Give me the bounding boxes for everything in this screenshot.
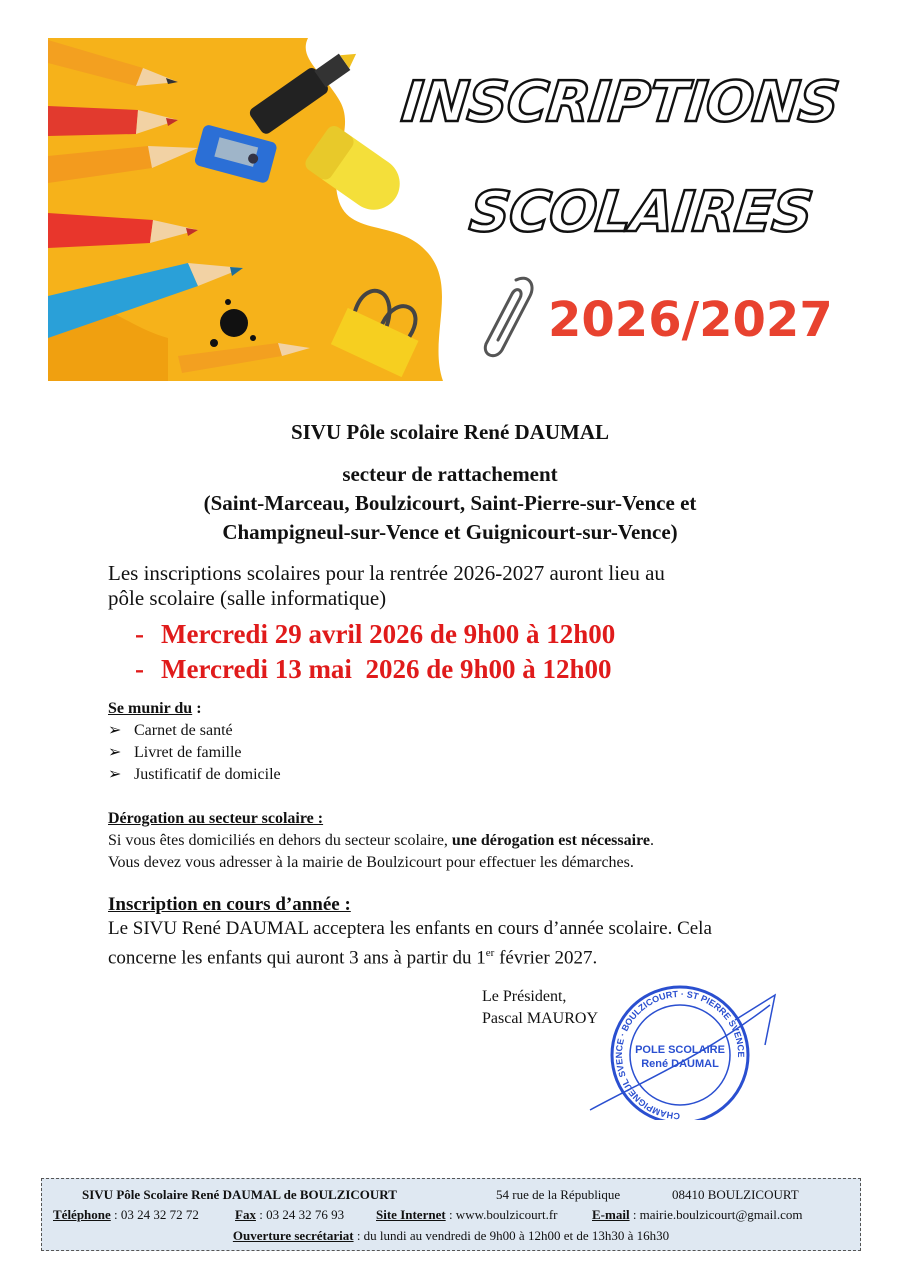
footer: SIVU Pôle Scolaire René DAUMAL de BOULZICOURT 54 rue de la République 08410 BOULZICOURT Téléphone : 03 24 32 72 72 Fax : 03 24 32 76 93 Site Internet : www.boulzicourt.fr E-mail : mairie.boulzicourt@gmail.com Ouverture secrétariat : du lundi au vendredi de 9h00 à 12h00 et de 13h30 à 16h30 [41,1178,861,1251]
footer-street: 54 rue de la République [496,1187,621,1202]
inscription-line-1: Le SIVU René DAUMAL acceptera les enfants en cours d’année scolaire. Cela [108,918,712,939]
derogation-line-2: Vous devez vous adresser à la mairie de Boulzicourt pour effectuer les démarches. [108,854,634,871]
date-text: Mercredi 29 avril 2026 de 9h00 à 12h00 [161,619,616,649]
derogation-line-1: Si vous êtes domiciliés en dehors du secteur scolaire, une dérogation est nécessaire. [108,832,654,849]
derogation-section [108,808,654,874]
documents-colon: : [192,700,202,717]
list-item: ➢ Justificatif de domicile [108,764,281,786]
dash: - [135,619,144,649]
footer-city: 08410 BOULZICOURT [672,1187,799,1202]
official-stamp [585,985,785,1120]
footer-fax: : 03 24 32 76 93 [255,1207,345,1222]
title-line-1: INSCRIPTIONS [398,70,842,135]
arrow-bullet-icon: ➢ [108,722,122,739]
list-item: ➢ Carnet de santé [108,720,281,742]
intro-line-1: Les inscriptions scolaires pour la rentrée 2026-2027 auront lieu au [108,561,665,585]
arrow-bullet-icon: ➢ [108,766,122,783]
paperclip-icon [478,272,538,362]
stamp-ring-text: CHAMPIGNEUL SVENCE · BOULZICOURT · ST PIERRE SVENCE [614,988,747,1120]
inscription-line-2: concerne les enfants qui auront 3 ans à partir du 1er février 2027. [108,947,598,969]
list-item: ➢ Livret de famille [108,742,281,764]
signature-block [482,986,598,1030]
signatory-name: Pascal MAUROY [482,1010,598,1027]
sector-line-1: (Saint-Marceau, Boulzicourt, Saint-Pierre-sur-Vence et [203,491,697,515]
sector-title: secteur de rattachement [342,462,558,486]
inscription-section [108,893,808,970]
stamp-text-1: POLE SCOLAIRE [635,1044,725,1056]
dash: - [135,654,144,684]
intro-text [108,561,808,611]
documents-section [108,698,281,786]
title-line-2: SCOLAIRES [466,180,816,245]
stamp-text-2: René DAUMAL [641,1058,719,1070]
signatory-role: Le Président, [482,988,567,1005]
intro-line-2: pôle scolaire (salle informatique) [108,586,387,610]
organization-name: SIVU Pôle scolaire René DAUMAL [290,420,610,444]
footer-email-link[interactable]: : mairie.boulzicourt@gmail.com [629,1207,803,1222]
footer-org: SIVU Pôle Scolaire René DAUMAL de BOULZICOURT [82,1187,397,1202]
footer-phone: : 03 24 32 72 72 [110,1207,199,1222]
date-item [135,652,615,687]
sector-line-2: Champigneul-sur-Vence et Guignicourt-sur-Vence) [222,520,678,544]
school-year: 2026/2027 [548,292,833,348]
sector-block [0,460,900,547]
date-text: Mercredi 13 mai 2026 de 9h00 à 12h00 [161,654,612,684]
footer-site-link[interactable]: : www.boulzicourt.fr [445,1207,558,1222]
footer-hours-label: Ouverture secrétariat [232,1228,354,1243]
footer-hours: : du lundi au vendredi de 9h00 à 12h00 et de 13h30 à 16h30 [353,1228,670,1243]
inscription-heading: Inscription en cours d’année : [108,894,351,915]
footer-row-hours [42,1228,860,1244]
date-item [135,617,615,652]
documents-heading: Se munir du [108,700,193,717]
registration-dates [135,617,615,687]
derogation-heading: Dérogation au secteur scolaire : [108,810,324,827]
arrow-bullet-icon: ➢ [108,744,122,761]
